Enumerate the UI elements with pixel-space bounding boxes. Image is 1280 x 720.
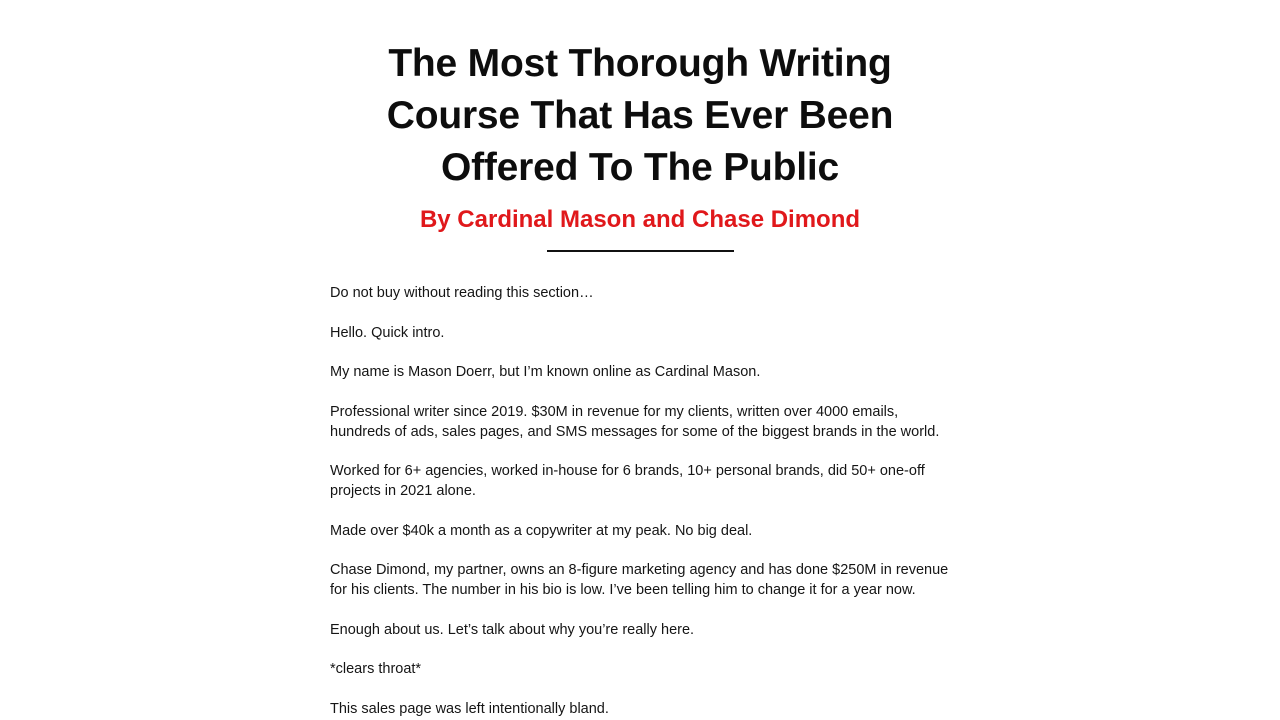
paragraph-transition: Enough about us. Let’s talk about why you’re really here. — [330, 621, 695, 638]
paragraph-bland: This sales page was left intentionally bland. — [330, 700, 609, 717]
page-headline: The Most Thorough Writing Course That Has Ever Been Offered To The Public — [386, 42, 894, 189]
paragraph-credentials: Professional writer since 2019. $30M in revenue for my clients, written over 4000 emails, hundreds of ads, sales pages, and SMS messages for some of the biggest brands in the world. — [330, 403, 940, 440]
author-byline: By Cardinal Mason and Chase Dimond — [419, 206, 861, 233]
headline-divider — [547, 250, 734, 252]
paragraph-aside: *clears throat* — [330, 661, 422, 677]
body-copy — [330, 283, 955, 720]
paragraph-intro: Hello. Quick intro. — [330, 324, 445, 341]
paragraph-name: My name is Mason Doerr, but I’m known online as Cardinal Mason. — [330, 364, 761, 380]
paragraph-partner: Chase Dimond, my partner, owns an 8-figure marketing agency and has done $250M in revenue for his clients. The number in his bio is low. I’ve been telling him to change it for a year now. — [330, 562, 949, 598]
paragraph-warning: Do not buy without reading this section… — [330, 285, 594, 301]
paragraph-earnings: Made over $40k a month as a copywriter at my peak. No big deal. — [330, 522, 753, 539]
paragraph-experience: Worked for 6+ agencies, worked in-house for 6 brands, 10+ personal brands, did 50+ one-off projects in 2021 alone. — [330, 463, 925, 499]
